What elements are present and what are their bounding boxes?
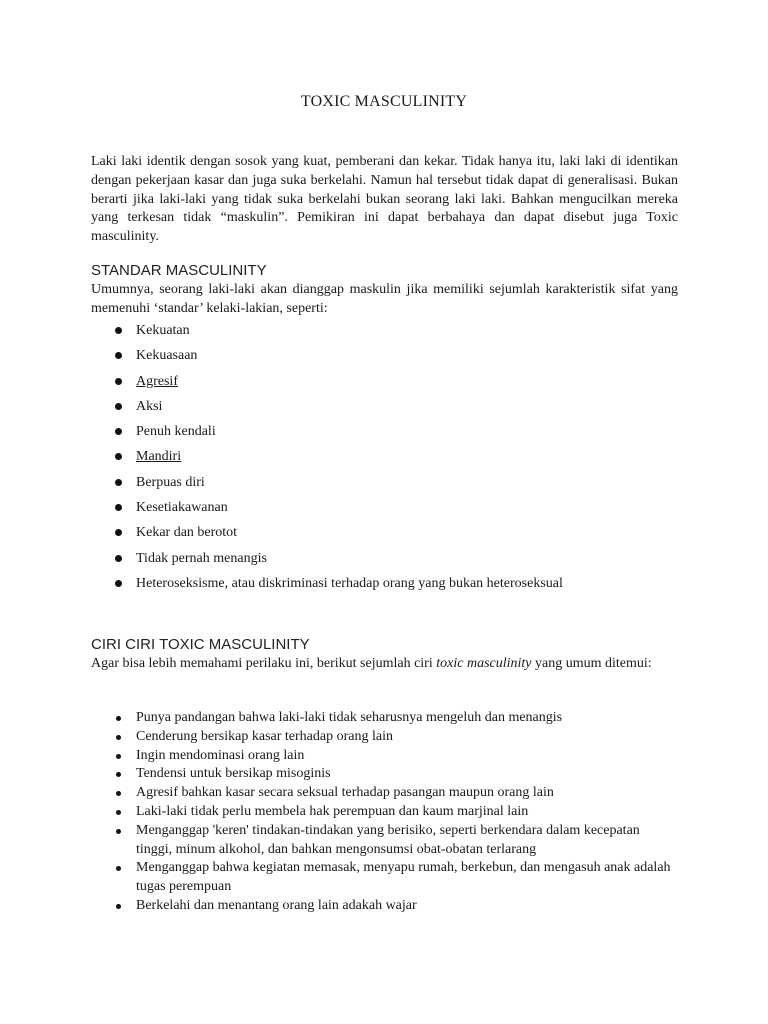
bullet-icon xyxy=(116,810,121,815)
standar-list-item xyxy=(91,499,678,524)
bullet-icon xyxy=(115,327,122,334)
ciri-list-item-text: Punya pandangan bahwa laki-laki tidak seharusnya mengeluh dan menangis xyxy=(136,710,563,725)
ciri-list xyxy=(91,709,678,916)
bullet-icon xyxy=(116,735,121,740)
standar-list-item-text: Penuh kendali xyxy=(136,424,216,440)
bullet-icon xyxy=(115,403,122,410)
standar-list-item-text: Berpuas diri xyxy=(136,474,205,490)
intro-paragraph: Laki laki identik dengan sosok yang kuat, pemberani dan kekar. Tidak hanya itu, laki laki di identikan dengan pekerjaan kasar dan juga suka berkelahi. Namun hal tersebut tidak dapat di generalisasi. Bukan berarti jika laki-laki yang tidak suka berkelahi bukan seorang laki laki. Bahkan mengucilkan mereka yang terkesan tidak “maskulin”. Pemikiran ini dapat berbahaya dan dapat disebut juga Toxic masculinity. xyxy=(91,154,678,245)
bullet-icon xyxy=(115,580,122,587)
section2-text-before: Agar bisa lebih memahami perilaku ini, berikut sejumlah ciri xyxy=(91,656,437,671)
standar-list-item xyxy=(91,347,678,372)
document-title: TOXIC MASCULINITY xyxy=(300,93,468,110)
bullet-icon xyxy=(116,772,121,777)
ciri-list-item xyxy=(91,822,678,860)
ciri-list-item-text: Tendensi untuk bersikap misoginis xyxy=(136,766,331,782)
standar-list-item-text: Kekar dan berotot xyxy=(136,525,238,541)
bullet-icon xyxy=(115,479,122,486)
bullet-icon xyxy=(116,716,121,721)
standar-list-item-text: Mandiri xyxy=(136,449,182,465)
section1-heading: STANDAR MASCULINITY xyxy=(91,262,267,279)
ciri-list-item-text: Ingin mendominasi orang lain xyxy=(136,747,305,763)
standar-list-item-text: Kesetiakawanan xyxy=(136,500,228,516)
section2-paragraph xyxy=(91,655,678,674)
standar-list-item-text: Agresif xyxy=(136,373,178,389)
standar-list xyxy=(91,322,678,600)
ciri-list-item-text: Cenderung bersikap kasar terhadap orang lain xyxy=(136,728,393,744)
standar-list-item xyxy=(91,524,678,549)
standar-list-item xyxy=(91,575,678,600)
ciri-list-item xyxy=(91,709,678,728)
bullet-icon xyxy=(116,866,121,871)
standar-list-item-text: Tidak pernah menangis xyxy=(136,550,267,566)
ciri-list-item xyxy=(91,803,678,822)
ciri-list-item-text: Agresif bahkan kasar secara seksual terhadap pasangan maupun orang lain xyxy=(136,785,554,801)
section1-paragraph: Umumnya, seorang laki-laki akan dianggap maskulin jika memiliki sejumlah karakteristik sifat yang memenuhi ‘standar’ kelaki-lakian, seperti: xyxy=(91,282,678,316)
standar-list-item-text: Kekuasaan xyxy=(136,348,198,364)
bullet-icon xyxy=(115,555,122,562)
ciri-list-item-text: Menganggap 'keren' tindakan-tindakan yang berisiko, seperti berkendara dalam kecepatan tinggi, minum alkohol, dan bahkan mengonsumsi obat-obatan terlarang xyxy=(136,822,640,857)
section2-text-after: yang umum ditemui: xyxy=(531,656,652,671)
ciri-list-item xyxy=(91,747,678,766)
ciri-list-item xyxy=(91,728,678,747)
bullet-icon xyxy=(116,791,121,796)
ciri-list-item xyxy=(91,859,678,897)
bullet-icon xyxy=(115,378,122,385)
ciri-list-item-text: Laki-laki tidak perlu membela hak perempuan dan kaum marjinal lain xyxy=(136,803,529,819)
bullet-icon xyxy=(115,504,122,511)
bullet-icon xyxy=(115,352,122,359)
standar-list-item-text: Heteroseksisme, atau diskriminasi terhadap orang yang bukan heteroseksual xyxy=(136,575,563,591)
standar-list-item-text: Aksi xyxy=(136,398,163,414)
ciri-list-item-text: Berkelahi dan menantang orang lain adakah wajar xyxy=(136,897,417,913)
standar-list-item xyxy=(91,448,678,473)
section2-heading: CIRI CIRI TOXIC MASCULINITY xyxy=(91,636,310,653)
bullet-icon xyxy=(116,904,121,909)
bullet-icon xyxy=(115,453,122,460)
ciri-list-item xyxy=(91,784,678,803)
ciri-list-item xyxy=(91,765,678,784)
standar-list-item xyxy=(91,322,678,347)
ciri-list-item-text: Menganggap bahwa kegiatan memasak, menyapu rumah, berkebun, dan mengasuh anak adalah tugas perempuan xyxy=(136,860,671,895)
bullet-icon xyxy=(115,428,122,435)
standar-list-item-text: Kekuatan xyxy=(136,323,190,338)
bullet-icon xyxy=(116,829,121,834)
section2-text-emphasis: toxic masculinity xyxy=(436,656,532,671)
standar-list-item xyxy=(91,398,678,423)
standar-list-item xyxy=(91,474,678,499)
standar-list-item xyxy=(91,423,678,448)
bullet-icon xyxy=(116,754,121,759)
standar-list-item xyxy=(91,550,678,575)
ciri-list-item xyxy=(91,897,678,916)
standar-list-item xyxy=(91,373,678,398)
bullet-icon xyxy=(115,529,122,536)
